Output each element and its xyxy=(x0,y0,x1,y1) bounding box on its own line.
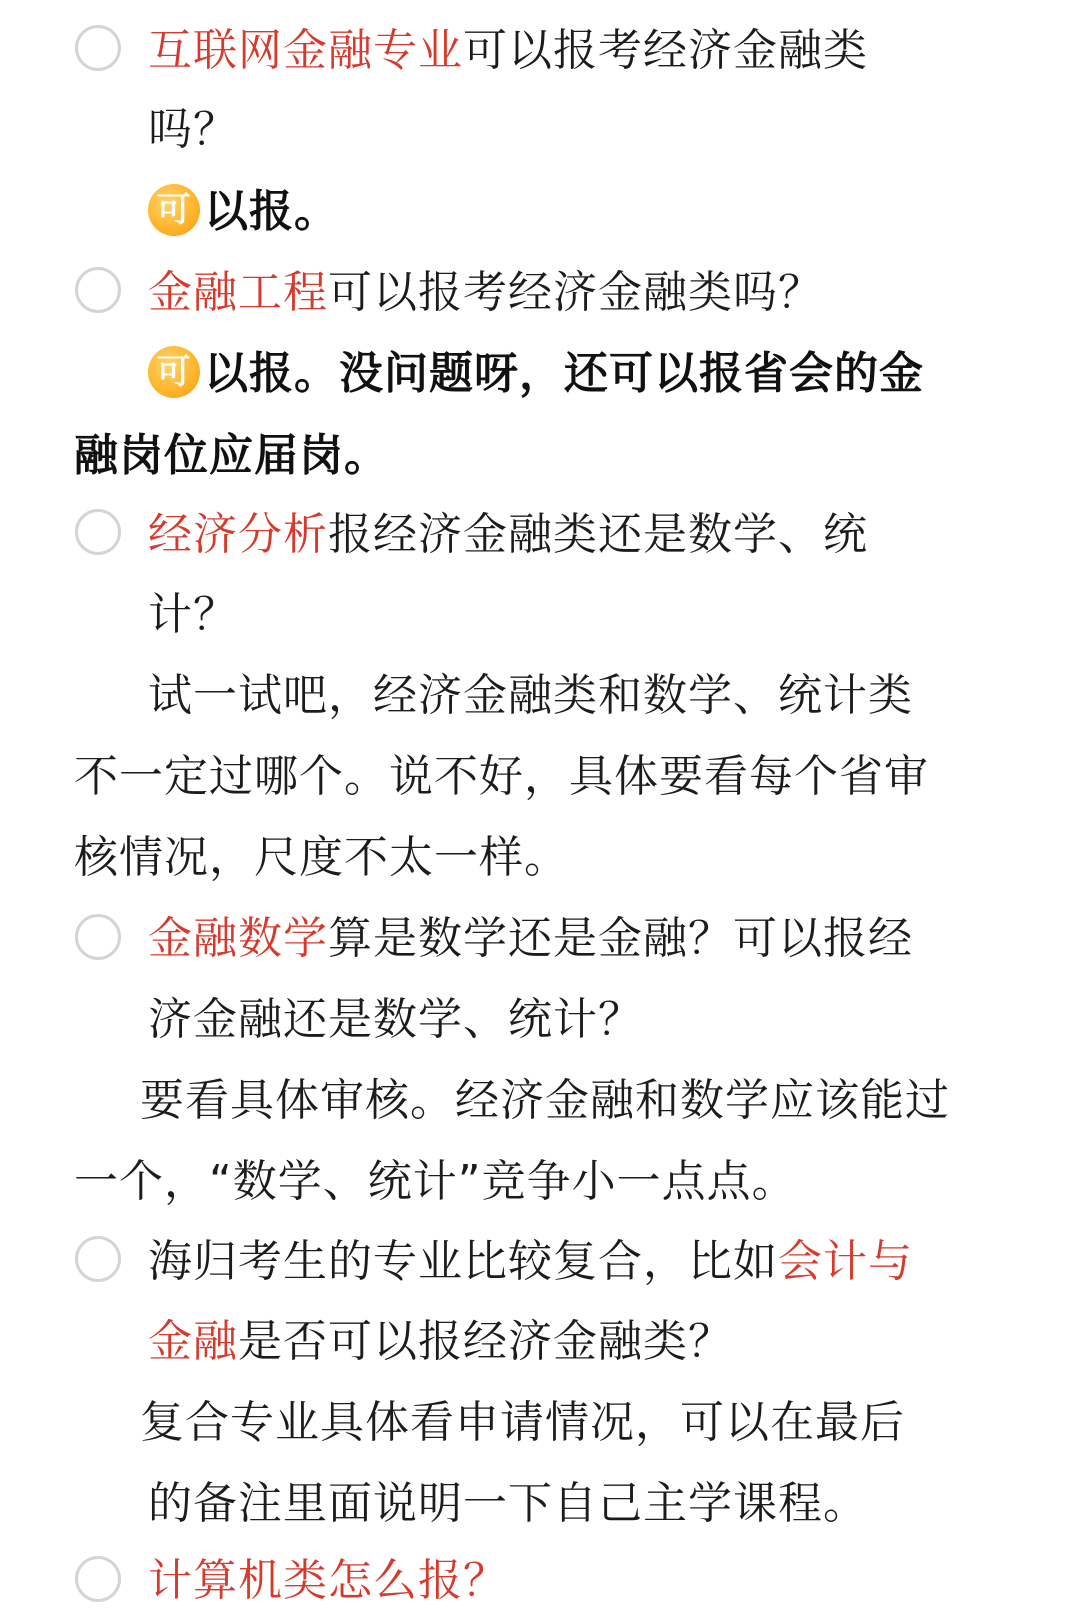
question-5-line-2 xyxy=(148,1302,733,1382)
answer-2-text-2: 融岗位应届岗。 xyxy=(74,430,389,481)
answer-2-line-1 xyxy=(148,334,924,414)
answer-3-text-2: 不一定过哪个。说不好，具体要看每个省审 xyxy=(74,751,929,802)
question-4-line-1 xyxy=(148,899,913,979)
radio-circle-1[interactable] xyxy=(75,25,121,71)
answer-3-text-1: 试一试吧，经济金融类和数学、统计类 xyxy=(148,670,913,721)
answer-5-text-2: 的备注里面说明一下自己主学课程。 xyxy=(148,1478,868,1529)
radio-circle-6[interactable] xyxy=(75,1556,121,1602)
question-5-prefix: 海归考生的专业比较复合，比如 xyxy=(148,1236,778,1287)
answer-2-badge-icon: 可 xyxy=(148,346,200,398)
answer-4-line-1 xyxy=(140,1061,950,1141)
question-6-partial: 计算机类怎么报？ xyxy=(148,1555,508,1606)
question-4-text: 算是数学还是金融？可以报经 xyxy=(328,913,913,964)
question-4-text-2: 济金融还是数学、统计？ xyxy=(148,994,643,1045)
question-3-highlight: 经济分析 xyxy=(148,509,328,560)
question-2-line-1 xyxy=(148,253,823,333)
question-4-highlight: 金融数学 xyxy=(148,913,328,964)
question-5-highlight-2: 金融 xyxy=(148,1316,238,1367)
radio-circle-4[interactable] xyxy=(75,914,121,960)
question-1-line-2 xyxy=(148,90,238,170)
answer-3-line-2 xyxy=(74,737,929,817)
radio-circle-5[interactable] xyxy=(75,1236,121,1282)
question-5-text-2: 是否可以报经济金融类？ xyxy=(238,1316,733,1367)
question-3-line-1 xyxy=(148,495,868,575)
answer-2-line-2 xyxy=(74,416,389,496)
question-1-text: 可以报考经济金融类 xyxy=(463,25,868,76)
question-4-line-2 xyxy=(148,980,643,1060)
answer-5-line-1 xyxy=(140,1383,905,1463)
question-3-text-2: 计？ xyxy=(148,589,238,640)
answer-3-line-1 xyxy=(148,656,913,736)
question-2-text: 可以报考经济金融类吗？ xyxy=(328,267,823,318)
answer-4-line-2 xyxy=(74,1142,797,1222)
question-3-text: 报经济金融类还是数学、统 xyxy=(328,509,868,560)
answer-1-badge-icon: 可 xyxy=(148,184,200,236)
answer-3-line-3 xyxy=(74,818,569,898)
question-5-highlight-1: 会计与 xyxy=(778,1236,913,1287)
answer-2-text: 以报。没问题呀，还可以报省会的金 xyxy=(204,348,924,399)
question-1-highlight: 互联网金融专业 xyxy=(148,25,463,76)
answer-5-text-1: 复合专业具体看申请情况，可以在最后 xyxy=(140,1397,905,1448)
question-5-line-1 xyxy=(148,1222,913,1302)
question-2-highlight: 金融工程 xyxy=(148,267,328,318)
answer-4-text-1: 要看具体审核。经济金融和数学应该能过 xyxy=(140,1075,950,1126)
question-1-line-1 xyxy=(148,11,868,91)
question-1-text-2: 吗？ xyxy=(148,104,238,155)
question-6-line-1 xyxy=(148,1541,508,1621)
answer-1-text: 以报。 xyxy=(204,186,339,237)
question-3-line-2 xyxy=(148,575,238,655)
answer-4-text-2: 一个，“数学、统计”竞争小一点点。 xyxy=(74,1156,797,1207)
answer-3-text-3: 核情况，尺度不太一样。 xyxy=(74,832,569,883)
radio-circle-3[interactable] xyxy=(75,509,121,555)
radio-circle-2[interactable] xyxy=(75,267,121,313)
answer-1-line-1 xyxy=(148,172,339,252)
answer-5-line-2 xyxy=(148,1464,868,1544)
